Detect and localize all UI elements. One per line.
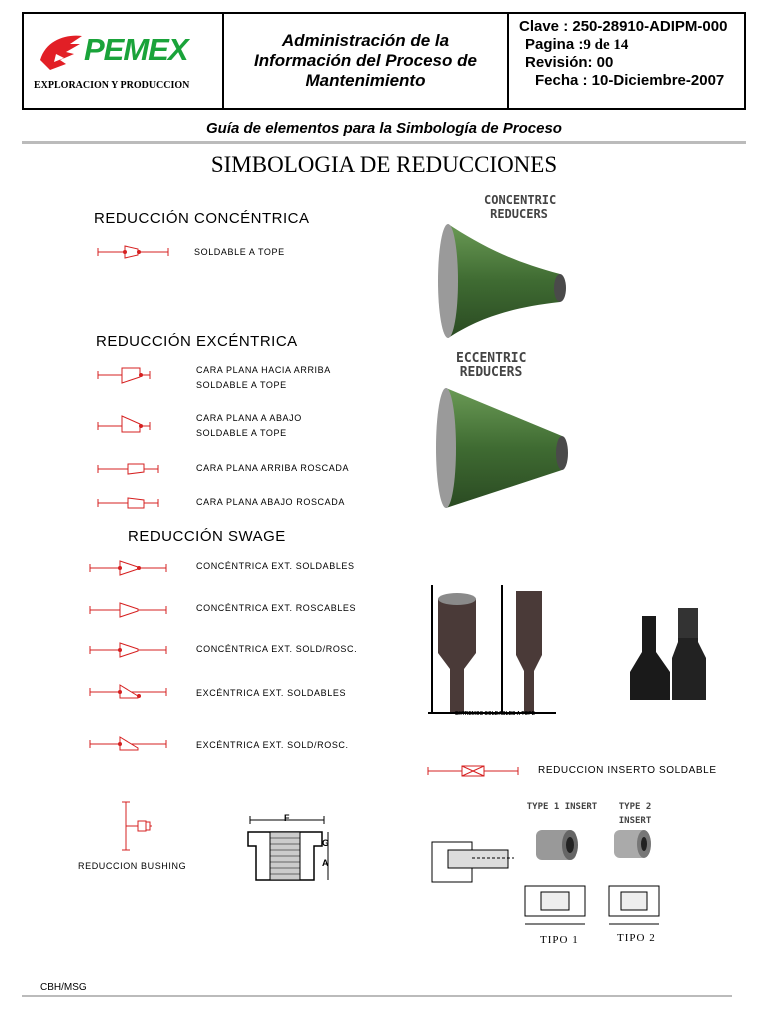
eccentric-flat-down-weld-symbol	[98, 414, 150, 436]
document-info	[509, 14, 744, 108]
divider	[22, 141, 746, 144]
symbol-label: CARA PLANA ABAJO ROSCADA	[196, 497, 345, 507]
type2-insert-photo	[610, 822, 654, 862]
symbol-label: CONCÉNTRICA EXT. SOLDABLES	[196, 561, 355, 571]
symbol-label: REDUCCION INSERTO SOLDABLE	[538, 765, 717, 776]
section-heading-eccentric: REDUCCIÓN EXCÉNTRICA	[96, 333, 298, 350]
clave: Clave : 250-28910-ADIPM-000	[519, 18, 728, 35]
title-line: Información del Proceso de	[254, 51, 477, 70]
document-title	[224, 14, 509, 108]
eccentric-flat-down-threaded-symbol	[98, 496, 158, 510]
swage-concentric-threaded-symbol	[90, 602, 166, 618]
dimension-a: A	[322, 858, 329, 868]
dimension-g: G	[322, 838, 330, 848]
eccentric-flat-up-weld-symbol	[98, 365, 150, 385]
section-heading-concentric: REDUCCIÓN CONCÉNTRICA	[94, 210, 310, 227]
pemex-eagle-icon	[36, 30, 84, 74]
eccentric-reducer-photo	[432, 386, 577, 510]
footer-divider	[22, 995, 732, 997]
insert-section-drawing	[428, 822, 518, 892]
type1-insert-drawing	[515, 878, 595, 930]
title-line: Mantenimiento	[305, 71, 426, 90]
document-header	[22, 12, 746, 110]
concentric-reducer-symbol	[98, 244, 168, 260]
symbol-label: CARA PLANA HACIA ARRIBA SOLDABLE A TOPE	[196, 365, 331, 390]
concentric-reducer-photo	[436, 222, 576, 340]
brand-name: PEMEX	[84, 32, 188, 67]
footer-initials: CBH/MSG	[40, 982, 87, 993]
symbol-label: SOLDABLE A TOPE	[194, 247, 285, 257]
dimension-f: F	[284, 813, 290, 823]
photo-caption-swage: EXTREMOS SOLDABLES A TOPE	[455, 711, 535, 717]
revision: Revisión: 00	[525, 54, 614, 71]
swage-threaded-photo	[612, 602, 712, 712]
section-heading-swage: REDUCCIÓN SWAGE	[128, 528, 286, 545]
subtitle: Guía de elementos para la Simbología de Proceso	[206, 120, 562, 137]
division-name: EXPLORACION Y PRODUCCION	[34, 80, 190, 91]
pagina: Pagina :9 de 14	[525, 36, 629, 53]
swage-eccentric-weld-thread-symbol	[90, 736, 166, 752]
logo-cell	[24, 14, 224, 108]
swage-concentric-weld-thread-symbol	[90, 642, 166, 658]
type1-insert-caption: TYPE 1 INSERT	[526, 802, 598, 812]
bushing-label: REDUCCION BUSHING	[78, 861, 187, 871]
swage-concentric-weld-symbol	[90, 560, 166, 576]
fecha: Fecha : 10-Diciembre-2007	[535, 72, 725, 89]
type2-insert-caption: TYPE 2 INSERT	[618, 802, 652, 826]
photo-caption-concentric: CONCENTRIC REDUCERS	[484, 193, 557, 221]
symbol-label: CARA PLANA ARRIBA ROSCADA	[196, 463, 350, 473]
title-line: Administración de la	[281, 31, 450, 50]
type2-insert-drawing	[603, 878, 665, 930]
swage-eccentric-weld-symbol	[90, 684, 166, 700]
bushing-symbol	[118, 802, 158, 850]
symbol-label: CONCÉNTRICA EXT. SOLD/ROSC.	[196, 644, 358, 654]
swage-weld-photo	[428, 585, 556, 720]
type1-insert-photo	[532, 822, 582, 868]
photo-caption-eccentric: ECCENTRIC REDUCERS	[456, 351, 527, 380]
bushing-drawing	[242, 814, 338, 884]
symbol-label: CONCÉNTRICA EXT. ROSCABLES	[196, 603, 357, 613]
tipo2-label: TIPO 2	[617, 932, 656, 944]
reducer-insert-symbol	[428, 763, 518, 779]
page-title: SIMBOLOGIA DE REDUCCIONES	[210, 152, 558, 177]
tipo1-label: TIPO 1	[540, 934, 579, 946]
symbol-label: EXCÉNTRICA EXT. SOLD/ROSC.	[196, 740, 349, 750]
symbol-label: EXCÉNTRICA EXT. SOLDABLES	[196, 688, 347, 698]
eccentric-flat-up-threaded-symbol	[98, 462, 158, 476]
symbol-label: CARA PLANA A ABAJO SOLDABLE A TOPE	[196, 413, 302, 438]
